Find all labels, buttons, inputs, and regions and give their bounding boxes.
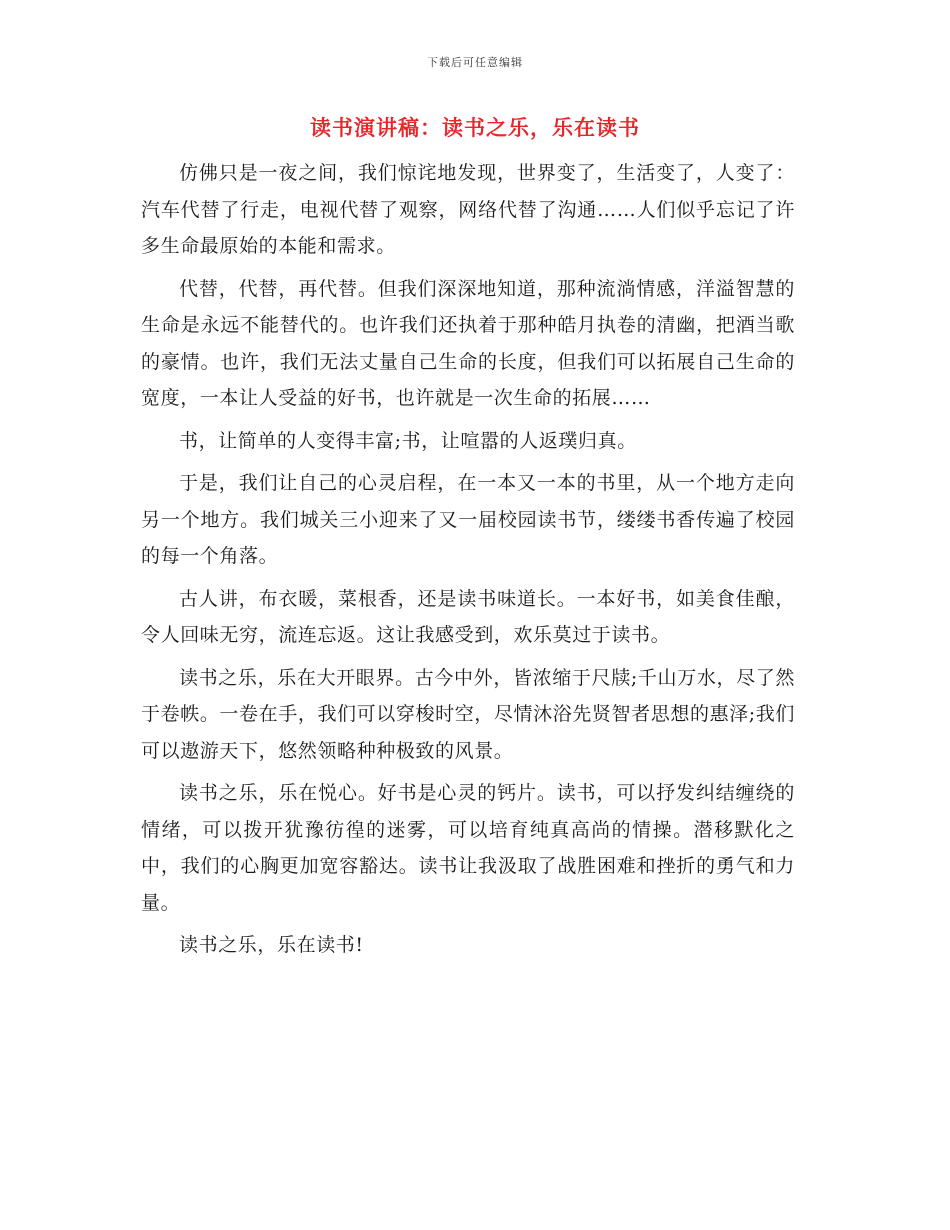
paragraph-5: 古人讲，布衣暖，菜根香，还是读书味道长。一本好书，如美食佳酿，令人回味无穷，流连忘返。这让我感受到，欢乐莫过于读书。 (141, 587, 795, 646)
header-note: 下载后可任意编辑 (427, 56, 523, 69)
document-body (141, 155, 795, 970)
paragraph-4: 于是，我们让自己的心灵启程，在一本又一本的书里，从一个地方走向另一个地方。我们城关三小迎来了又一届校园读书节，缕缕书香传遍了校园的每一个角落。 (141, 472, 795, 567)
paragraph-1: 仿佛只是一夜之间，我们惊诧地发现，世界变了，生活变了，人变了：汽车代替了行走，电视代替了观察，网络代替了沟通……人们似乎忘记了许多生命最原始的本能和需求。 (141, 162, 795, 257)
paragraph-6: 读书之乐，乐在大开眼界。古今中外，皆浓缩于尺牍;千山万水，尽了然于卷帙。一卷在手，我们可以穿梭时空，尽情沐浴先贤智者思想的惠泽;我们可以遨游天下，悠然领略种种极致的风景。 (141, 666, 795, 762)
paragraph-7: 读书之乐，乐在悦心。好书是心灵的钙片。读书，可以抒发纠结缠绕的情绪，可以拨开犹豫彷徨的迷雾，可以培育纯真高尚的情操。潜移默化之中，我们的心胸更加宽容豁达。读书让我汲取了战胜困难和挫折的勇气和力量。 (141, 782, 795, 914)
paragraph-2: 代替，代替，再代替。但我们深深地知道，那种流淌情感，洋溢智慧的生命是永远不能替代的。也许我们还执着于那种皓月执卷的清幽，把酒当歌的豪情。也许，我们无法丈量自己生命的长度，但我们可以拓展自己生命的宽度，一本让人受益的好书，也许就是一次生命的拓展…… (141, 277, 795, 409)
document-title: 读书演讲稿：读书之乐，乐在读书 (310, 115, 640, 140)
paragraph-3: 书，让简单的人变得丰富;书，让喧嚣的人返璞归真。 (179, 429, 637, 452)
paragraph-8: 读书之乐，乐在读书! (179, 934, 364, 956)
